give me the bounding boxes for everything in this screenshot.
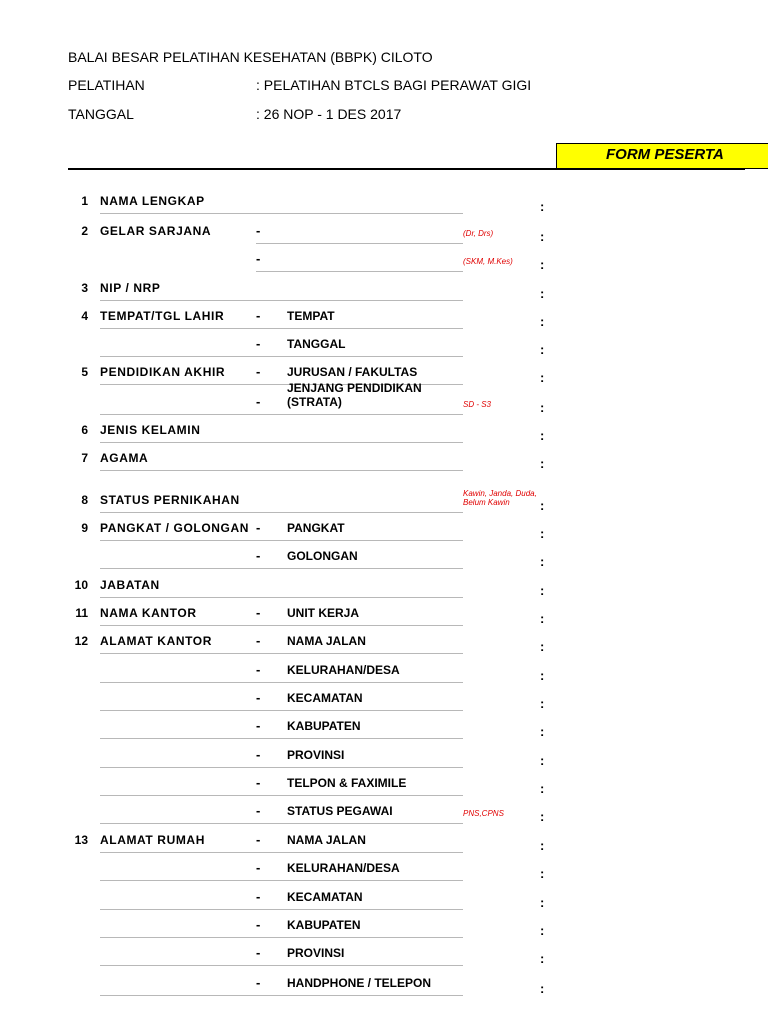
form-row xyxy=(0,853,768,881)
row-sublabel: JENJANG PENDIDIKAN (STRATA) xyxy=(287,381,422,409)
form-row xyxy=(0,513,768,541)
row-dash: - xyxy=(256,775,261,790)
row-hint: Kawin, Janda, Duda, Belum Kawin xyxy=(463,489,537,507)
row-number: 11 xyxy=(75,606,88,620)
form-row xyxy=(0,301,768,329)
row-number: 2 xyxy=(81,224,88,238)
row-label: PANGKAT / GOLONGAN xyxy=(100,521,250,535)
row-dash: - xyxy=(256,633,261,648)
form-row xyxy=(0,626,768,654)
row-colon: : xyxy=(540,639,545,654)
form-row xyxy=(0,381,768,415)
row-colon: : xyxy=(540,696,545,711)
row-colon: : xyxy=(540,838,545,853)
row-number: 4 xyxy=(81,309,88,323)
form-row xyxy=(0,598,768,626)
form-row xyxy=(0,216,768,244)
row-colon: : xyxy=(540,400,545,415)
row-dash: - xyxy=(256,747,261,762)
form-row xyxy=(0,473,768,513)
row-colon: : xyxy=(540,342,545,357)
row-colon: : xyxy=(540,428,545,443)
row-dash: - xyxy=(256,718,261,733)
row-dash: - xyxy=(256,251,261,266)
row-hint: (Dr, Drs) xyxy=(463,229,494,238)
row-sublabel: UNIT KERJA xyxy=(287,606,360,620)
row-sublabel: PROVINSI xyxy=(287,748,345,762)
form-row xyxy=(0,443,768,471)
form-row xyxy=(0,186,768,214)
row-dash: - xyxy=(256,605,261,620)
row-dash: - xyxy=(256,336,261,351)
row-fill-line[interactable] xyxy=(100,568,463,569)
row-sublabel: KABUPATEN xyxy=(287,719,361,733)
row-fill-line[interactable] xyxy=(100,880,463,881)
row-colon: : xyxy=(540,809,545,824)
row-colon: : xyxy=(540,951,545,966)
row-sublabel: PANGKAT xyxy=(287,521,345,535)
form-row xyxy=(0,740,768,768)
row-dash: - xyxy=(256,520,261,535)
row-fill-line[interactable] xyxy=(100,470,463,471)
row-colon: : xyxy=(540,668,545,683)
row-colon: : xyxy=(540,526,545,541)
row-colon: : xyxy=(540,753,545,768)
institution-title: BALAI BESAR PELATIHAN KESEHATAN (BBPK) CILOTO xyxy=(68,49,433,65)
row-label: PENDIDIKAN AKHIR xyxy=(100,365,226,379)
row-sublabel: GOLONGAN xyxy=(287,549,358,563)
row-colon: : xyxy=(540,314,545,329)
row-number: 10 xyxy=(74,578,88,592)
row-colon: : xyxy=(540,498,545,513)
row-dash: - xyxy=(256,803,261,818)
row-dash: - xyxy=(256,662,261,677)
row-dash: - xyxy=(256,690,261,705)
row-number: 6 xyxy=(81,423,88,437)
row-label: JABATAN xyxy=(100,578,160,592)
row-sublabel: KECAMATAN xyxy=(287,691,363,705)
row-colon: : xyxy=(540,370,545,385)
row-label: ALAMAT KANTOR xyxy=(100,634,213,648)
row-fill-line[interactable] xyxy=(256,271,463,272)
form-row xyxy=(0,415,768,443)
row-number: 7 xyxy=(81,451,88,465)
row-colon: : xyxy=(540,583,545,598)
row-dash: - xyxy=(256,917,261,932)
row-label: STATUS PERNIKAHAN xyxy=(100,493,240,507)
row-label: NAMA KANTOR xyxy=(100,606,197,620)
row-colon: : xyxy=(540,981,545,996)
row-dash: - xyxy=(256,832,261,847)
row-sublabel: JURUSAN / FAKULTAS xyxy=(287,365,418,379)
row-colon: : xyxy=(540,199,545,214)
row-dash: - xyxy=(256,548,261,563)
form-row xyxy=(0,541,768,569)
row-fill-line[interactable] xyxy=(100,995,463,996)
row-dash: - xyxy=(256,975,261,990)
date-value: : 26 NOP - 1 DES 2017 xyxy=(256,106,402,122)
form-row xyxy=(0,825,768,853)
header-divider xyxy=(68,168,745,170)
row-colon: : xyxy=(540,286,545,301)
row-colon: : xyxy=(540,923,545,938)
row-label: TEMPAT/TGL LAHIR xyxy=(100,309,225,323)
form-row xyxy=(0,938,768,966)
row-label: JENIS KELAMIN xyxy=(100,423,201,437)
form-row xyxy=(0,910,768,938)
row-dash: - xyxy=(256,308,261,323)
row-number: 13 xyxy=(74,833,88,847)
row-sublabel: KELURAHAN/DESA xyxy=(287,861,400,875)
row-sublabel: KECAMATAN xyxy=(287,890,363,904)
row-dash: - xyxy=(256,889,261,904)
row-sublabel: NAMA JALAN xyxy=(287,634,366,648)
row-sublabel: TANGGAL xyxy=(287,337,346,351)
form-row xyxy=(0,655,768,683)
row-fill-line[interactable] xyxy=(100,213,463,214)
form-row xyxy=(0,796,768,824)
row-dash: - xyxy=(256,945,261,960)
row-dash: - xyxy=(256,394,261,409)
row-sublabel: HANDPHONE / TELEPON xyxy=(287,976,432,990)
form-row xyxy=(0,570,768,598)
row-label: NAMA LENGKAP xyxy=(100,194,205,208)
row-label: NIP / NRP xyxy=(100,281,161,295)
row-colon: : xyxy=(540,724,545,739)
row-number: 8 xyxy=(81,493,88,507)
row-colon: : xyxy=(540,895,545,910)
row-hint: SD - S3 xyxy=(463,400,492,409)
form-row xyxy=(0,273,768,301)
row-colon: : xyxy=(540,257,545,272)
row-colon: : xyxy=(540,611,545,626)
date-label: TANGGAL xyxy=(68,106,134,122)
row-sublabel: TEMPAT xyxy=(287,309,335,323)
row-sublabel: PROVINSI xyxy=(287,946,345,960)
row-fill-line[interactable] xyxy=(100,738,463,739)
row-label: GELAR SARJANA xyxy=(100,224,212,238)
row-sublabel: NAMA JALAN xyxy=(287,833,366,847)
row-fill-line[interactable] xyxy=(100,653,463,654)
row-sublabel: TELPON & FAXIMILE xyxy=(287,776,407,790)
row-number: 3 xyxy=(81,281,88,295)
row-dash: - xyxy=(256,223,261,238)
row-label: ALAMAT RUMAH xyxy=(100,833,205,847)
row-sublabel: STATUS PEGAWAI xyxy=(287,804,393,818)
row-colon: : xyxy=(540,781,545,796)
row-number: 5 xyxy=(81,365,88,379)
form-row xyxy=(0,711,768,739)
form-title: FORM PESERTA xyxy=(606,146,724,163)
row-number: 1 xyxy=(81,194,88,208)
form-row xyxy=(0,882,768,910)
row-colon: : xyxy=(540,554,545,569)
form-row xyxy=(0,768,768,796)
form-row xyxy=(0,329,768,357)
row-hint: (SKM, M.Kes) xyxy=(463,257,513,266)
form-row xyxy=(0,966,768,996)
row-colon: : xyxy=(540,866,545,881)
row-sublabel: KELURAHAN/DESA xyxy=(287,663,400,677)
training-label: PELATIHAN xyxy=(68,77,145,93)
row-dash: - xyxy=(256,364,261,379)
row-fill-line[interactable] xyxy=(100,823,463,824)
training-value: : PELATIHAN BTCLS BAGI PERAWAT GIGI xyxy=(256,77,532,93)
row-colon: : xyxy=(540,456,545,471)
row-sublabel: KABUPATEN xyxy=(287,918,361,932)
form-row xyxy=(0,244,768,272)
row-hint: PNS,CPNS xyxy=(463,809,504,818)
row-colon: : xyxy=(540,229,545,244)
row-dash: - xyxy=(256,860,261,875)
row-label: AGAMA xyxy=(100,451,149,465)
row-number: 9 xyxy=(81,521,88,535)
row-number: 12 xyxy=(74,634,88,648)
form-row xyxy=(0,683,768,711)
